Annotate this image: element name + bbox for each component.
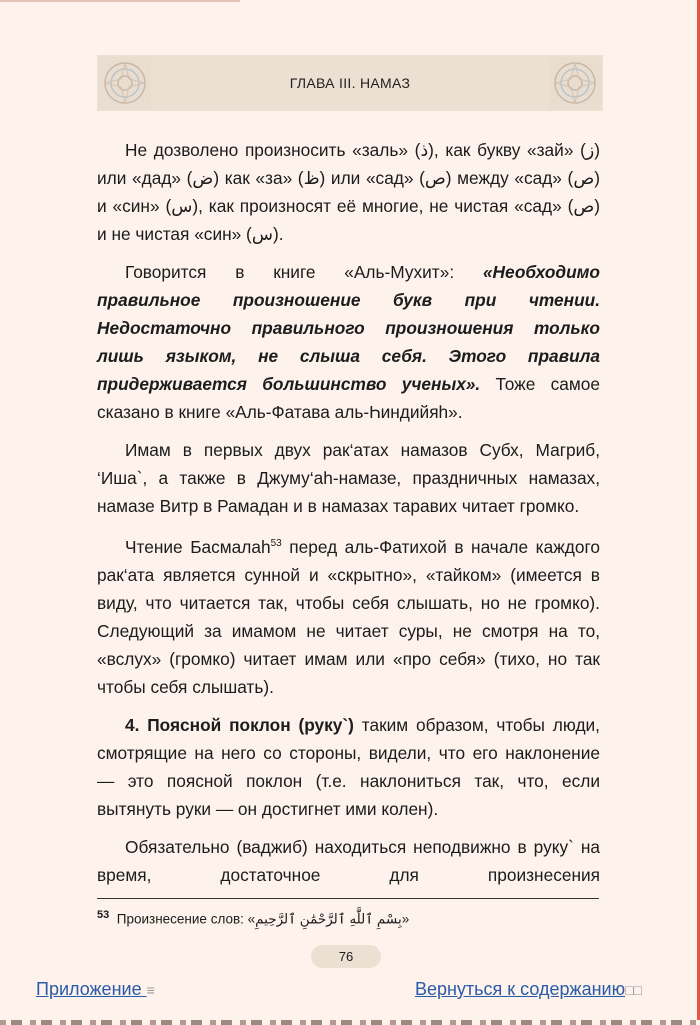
paragraph-4 — [97, 530, 600, 701]
paragraph-2 — [97, 258, 600, 426]
footnote-text: Произнесение слов: «بِسْمِ ٱللَّٰهِ ٱلرَّحْمَٰنِ ٱلرَّحِيمِ» — [116, 911, 410, 927]
page-number: 76 — [311, 945, 381, 968]
bottom-border — [0, 1020, 700, 1025]
paragraph-4-after: перед аль-Фатихой в начале каждого рак‘ата является сунной и «скрытно», «тайком» (имеется в виду, что читается так, чтобы себя слышать, но не громко). Следующий за имамом не читает суры, не смотря на то, «вслух» (громко) читает имам или «про себя» (тихо, но так чтобы себя слышать). — [97, 536, 600, 697]
paragraph-6: Обязательно (ваджиб) находиться неподвижно в руку` на время, достаточное для произнесения — [97, 836, 600, 885]
paragraph-2-suffix: Тоже самое сказано в книге «Аль-Фатава аль-Һиндийяһ». — [97, 374, 600, 422]
chapter-header — [97, 55, 603, 111]
paragraph-5 — [97, 711, 600, 823]
footnote-ref[interactable]: 53 — [270, 538, 282, 549]
appendix-link[interactable] — [36, 979, 155, 1000]
book-icon: □□ — [625, 982, 642, 998]
paragraph-2-prefix: Говорится в книге «Аль-Мухит»: — [125, 262, 483, 282]
chapter-title: ГЛАВА III. НАМАЗ — [289, 75, 411, 91]
top-accent-line — [0, 0, 240, 2]
ornament-right-icon — [549, 57, 601, 109]
appendix-link-label: Приложение — [36, 979, 142, 999]
footnote — [97, 905, 409, 930]
footnote-number: 53 — [97, 909, 110, 921]
paragraph-5-rest: таким образом, чтобы люди, смотрящие на него со стороны, видели, что его наклонение — это поясной поклон (т.е. наклониться так, что, если вытянуть руки — он достигнет ими колен). — [97, 714, 600, 819]
list-icon: ≡ — [146, 982, 155, 998]
paragraph-3: Имам в первых двух рак‘атах намазов Субх, Магриб, ‘Иша`, а также в Джуму‘аһ-намазе, праздничных намазах, намазе Витр в Рамадан и в намазах таравих читает громко. — [97, 440, 600, 516]
back-to-contents-link[interactable] — [415, 979, 642, 1000]
section-heading: 4. Поясной поклон (руку`) — [125, 714, 354, 735]
back-to-contents-label: Вернуться к содержанию — [414, 979, 626, 999]
paragraph-1: Не дозволено произносить «заль» (ذ), как букву «зай» (ز) или «дад» (ض) как «за» (ظ) или «сад» (ص) между «сад» (ص) и «син» (س), как произносят её многие, не чистая «сад» (ص) и не чистая «син» (س). — [97, 140, 600, 244]
quote-emphasis: «Необходимо правильное произношение букв при чтении. Недостаточно правильного произношения только лишь языком, не слыша себя. Этого правила придерживается большинство ученых». — [97, 262, 600, 394]
footnote-divider — [97, 898, 599, 899]
paragraph-4-before: Чтение Басмалаh — [125, 536, 271, 557]
body-text — [97, 136, 600, 889]
